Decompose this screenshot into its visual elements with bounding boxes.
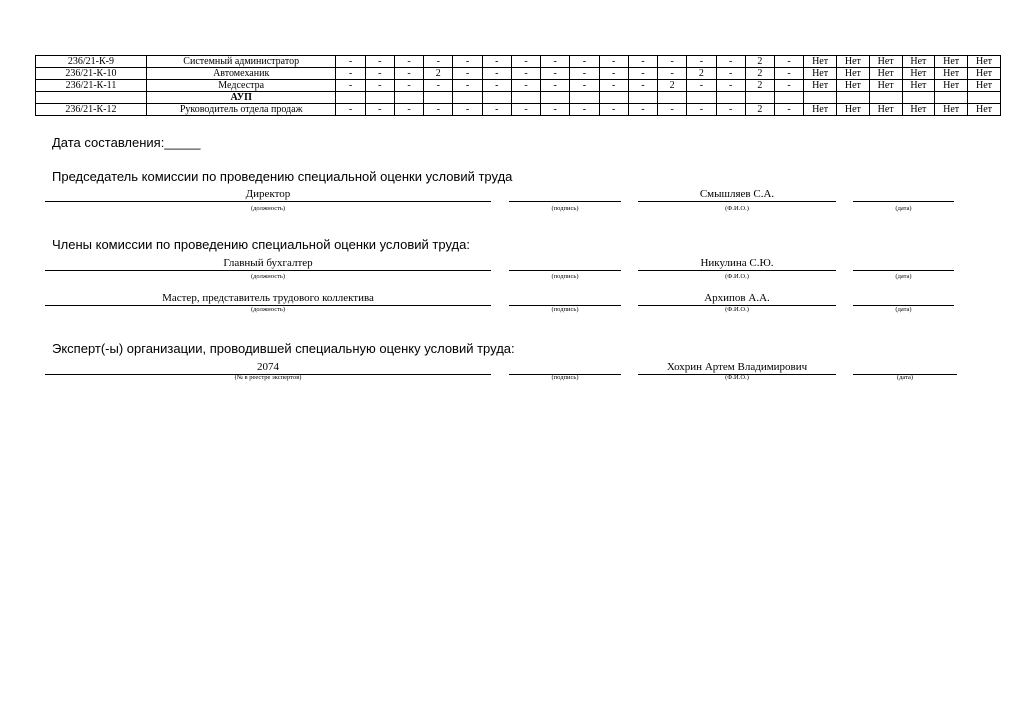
table-row bbox=[36, 68, 1001, 80]
table-cell: - bbox=[628, 68, 657, 80]
table-cell bbox=[570, 92, 599, 104]
expert-date-field bbox=[853, 361, 957, 375]
table-cell: Нет bbox=[902, 56, 935, 68]
table-cell: - bbox=[336, 104, 365, 116]
table-cell bbox=[804, 92, 837, 104]
table-cell: - bbox=[687, 80, 716, 92]
table-row bbox=[36, 104, 1001, 116]
table-cell: - bbox=[599, 56, 628, 68]
table-cell: - bbox=[687, 104, 716, 116]
chairman-position-field: Директор bbox=[45, 188, 491, 202]
results-table bbox=[35, 55, 1001, 116]
table-cell: - bbox=[365, 80, 394, 92]
table-cell: - bbox=[658, 68, 687, 80]
table-cell: 2 bbox=[424, 68, 453, 80]
table-cell: - bbox=[336, 80, 365, 92]
table-cell bbox=[453, 92, 482, 104]
table-cell: 2 bbox=[745, 68, 774, 80]
caption-date: (дата) bbox=[895, 306, 912, 313]
table-cell: Нет bbox=[869, 68, 902, 80]
table-cell: - bbox=[599, 104, 628, 116]
table-cell bbox=[541, 92, 570, 104]
expert-registry-field: 2074 bbox=[45, 361, 491, 375]
caption-signature: (подпись) bbox=[551, 273, 579, 280]
table-cell: - bbox=[774, 104, 803, 116]
table-cell: - bbox=[511, 80, 540, 92]
table-cell: - bbox=[599, 68, 628, 80]
table-cell: - bbox=[511, 68, 540, 80]
workplace-name-cell: Медсестра bbox=[146, 80, 336, 92]
table-cell: - bbox=[394, 56, 423, 68]
table-cell bbox=[869, 92, 902, 104]
table-cell bbox=[687, 92, 716, 104]
caption-position: (должность) bbox=[250, 205, 286, 212]
table-cell: - bbox=[599, 80, 628, 92]
table-cell bbox=[774, 92, 803, 104]
member-1-date-field bbox=[853, 257, 954, 271]
table-cell: - bbox=[424, 56, 453, 68]
members-heading: Члены комиссии по проведению специальной оценки условий труда: bbox=[52, 237, 470, 252]
caption-date: (дата) bbox=[896, 374, 914, 381]
table-cell: - bbox=[365, 68, 394, 80]
table-cell: Нет bbox=[935, 104, 968, 116]
table-section-row bbox=[36, 92, 1001, 104]
table-cell: - bbox=[628, 80, 657, 92]
caption-fio: (Ф.И.О.) bbox=[725, 306, 749, 313]
table-cell bbox=[658, 92, 687, 104]
chairman-signature-field bbox=[509, 188, 621, 202]
member-1-position-field: Главный бухгалтер bbox=[45, 257, 491, 271]
table-cell: - bbox=[541, 56, 570, 68]
table-cell: Нет bbox=[968, 56, 1001, 68]
table-cell: Нет bbox=[902, 68, 935, 80]
caption-position: (должность) bbox=[250, 273, 286, 280]
table-cell bbox=[599, 92, 628, 104]
table-cell: - bbox=[774, 56, 803, 68]
table-cell bbox=[935, 92, 968, 104]
table-cell: - bbox=[628, 104, 657, 116]
table-cell: - bbox=[453, 56, 482, 68]
table-cell: Нет bbox=[968, 104, 1001, 116]
table-cell bbox=[482, 92, 511, 104]
table-cell: - bbox=[394, 68, 423, 80]
caption-date: (дата) bbox=[895, 205, 912, 212]
table-cell: Нет bbox=[935, 80, 968, 92]
table-cell: - bbox=[658, 56, 687, 68]
workplace-code-cell: 236/21-К-12 bbox=[36, 104, 147, 116]
table-cell bbox=[968, 92, 1001, 104]
table-cell: - bbox=[774, 68, 803, 80]
table-cell: - bbox=[365, 56, 394, 68]
table-cell: - bbox=[570, 104, 599, 116]
expert-heading: Эксперт(-ы) организации, проводившей специальную оценку условий труда: bbox=[52, 341, 515, 356]
workplace-code-cell: 236/21-К-10 bbox=[36, 68, 147, 80]
table-cell: - bbox=[394, 104, 423, 116]
table-cell bbox=[628, 92, 657, 104]
table-cell bbox=[394, 92, 423, 104]
table-cell bbox=[902, 92, 935, 104]
workplace-code-cell bbox=[36, 92, 147, 104]
table-cell: - bbox=[482, 68, 511, 80]
table-cell: - bbox=[716, 80, 745, 92]
table-cell: - bbox=[336, 68, 365, 80]
table-cell: - bbox=[716, 56, 745, 68]
table-cell: Нет bbox=[836, 56, 869, 68]
table-cell: - bbox=[570, 68, 599, 80]
workplace-code-cell: 236/21-К-9 bbox=[36, 56, 147, 68]
table-cell: Нет bbox=[902, 80, 935, 92]
table-cell: Нет bbox=[935, 68, 968, 80]
member-2-date-field bbox=[853, 292, 954, 306]
table-cell: 2 bbox=[658, 80, 687, 92]
workplace-name-cell: Автомеханик bbox=[146, 68, 336, 80]
table-cell: - bbox=[424, 80, 453, 92]
table-cell: - bbox=[453, 80, 482, 92]
workplace-name-cell: АУП bbox=[146, 92, 336, 104]
expert-fio-field: Хохрин Артем Владимирович bbox=[638, 361, 836, 375]
table-cell: - bbox=[511, 104, 540, 116]
table-cell: Нет bbox=[836, 68, 869, 80]
table-cell: - bbox=[453, 68, 482, 80]
caption-position: (должность) bbox=[250, 306, 286, 313]
member-2-signature-field bbox=[509, 292, 621, 306]
member-1-fio-field: Никулина С.Ю. bbox=[638, 257, 836, 271]
caption-signature: (подпись) bbox=[551, 374, 579, 381]
expert-signature-field bbox=[509, 361, 621, 375]
table-cell: Нет bbox=[804, 80, 837, 92]
table-cell: - bbox=[424, 104, 453, 116]
table-cell: - bbox=[570, 56, 599, 68]
table-cell: - bbox=[365, 104, 394, 116]
table-cell: - bbox=[541, 68, 570, 80]
date-compiled-label: Дата составления:_____ bbox=[52, 135, 201, 150]
caption-registry: (№ в реестре экспертов) bbox=[234, 374, 302, 381]
table-cell: - bbox=[687, 56, 716, 68]
table-cell: Нет bbox=[869, 56, 902, 68]
caption-signature: (подпись) bbox=[551, 306, 579, 313]
table-cell: - bbox=[570, 80, 599, 92]
member-1-signature-field bbox=[509, 257, 621, 271]
table-cell: - bbox=[541, 80, 570, 92]
table-cell: Нет bbox=[968, 68, 1001, 80]
table-cell: - bbox=[628, 56, 657, 68]
table-cell: - bbox=[482, 56, 511, 68]
table-cell: - bbox=[541, 104, 570, 116]
table-cell bbox=[336, 92, 365, 104]
table-cell: Нет bbox=[968, 80, 1001, 92]
workplace-name-cell: Системный администратор bbox=[146, 56, 336, 68]
table-cell: Нет bbox=[804, 104, 837, 116]
member-2-position-field: Мастер, представитель трудового коллектива bbox=[45, 292, 491, 306]
table-cell: - bbox=[716, 68, 745, 80]
table-cell: Нет bbox=[902, 104, 935, 116]
table-cell bbox=[365, 92, 394, 104]
table-cell: Нет bbox=[935, 56, 968, 68]
table-cell: Нет bbox=[869, 80, 902, 92]
table-cell: - bbox=[511, 56, 540, 68]
table-cell bbox=[716, 92, 745, 104]
chairman-heading: Председатель комиссии по проведению специальной оценки условий труда bbox=[52, 169, 513, 184]
table-cell: - bbox=[482, 104, 511, 116]
table-cell: - bbox=[394, 80, 423, 92]
table-cell: - bbox=[453, 104, 482, 116]
table-cell: 2 bbox=[745, 56, 774, 68]
table-cell bbox=[511, 92, 540, 104]
table-cell: 2 bbox=[745, 104, 774, 116]
table-cell: Нет bbox=[836, 80, 869, 92]
table-cell: - bbox=[716, 104, 745, 116]
table-cell: 2 bbox=[745, 80, 774, 92]
caption-date: (дата) bbox=[895, 273, 912, 280]
workplace-name-cell: Руководитель отдела продаж bbox=[146, 104, 336, 116]
table-cell: Нет bbox=[836, 104, 869, 116]
table-cell: Нет bbox=[804, 68, 837, 80]
caption-fio: (Ф.И.О.) bbox=[725, 205, 749, 212]
table-cell: - bbox=[774, 80, 803, 92]
table-cell: Нет bbox=[869, 104, 902, 116]
chairman-date-field bbox=[853, 188, 954, 202]
table-cell: Нет bbox=[804, 56, 837, 68]
table-cell bbox=[836, 92, 869, 104]
table-cell bbox=[424, 92, 453, 104]
member-2-fio-field: Архипов А.А. bbox=[638, 292, 836, 306]
workplace-code-cell: 236/21-К-11 bbox=[36, 80, 147, 92]
chairman-fio-field: Смышляев С.А. bbox=[638, 188, 836, 202]
table-row bbox=[36, 56, 1001, 68]
caption-fio: (Ф.И.О.) bbox=[725, 273, 749, 280]
table-cell: - bbox=[658, 104, 687, 116]
table-cell: 2 bbox=[687, 68, 716, 80]
table-cell: - bbox=[336, 56, 365, 68]
caption-signature: (подпись) bbox=[551, 205, 579, 212]
table-row bbox=[36, 80, 1001, 92]
table-cell bbox=[745, 92, 774, 104]
caption-fio: (Ф.И.О.) bbox=[725, 374, 749, 381]
table-cell: - bbox=[482, 80, 511, 92]
